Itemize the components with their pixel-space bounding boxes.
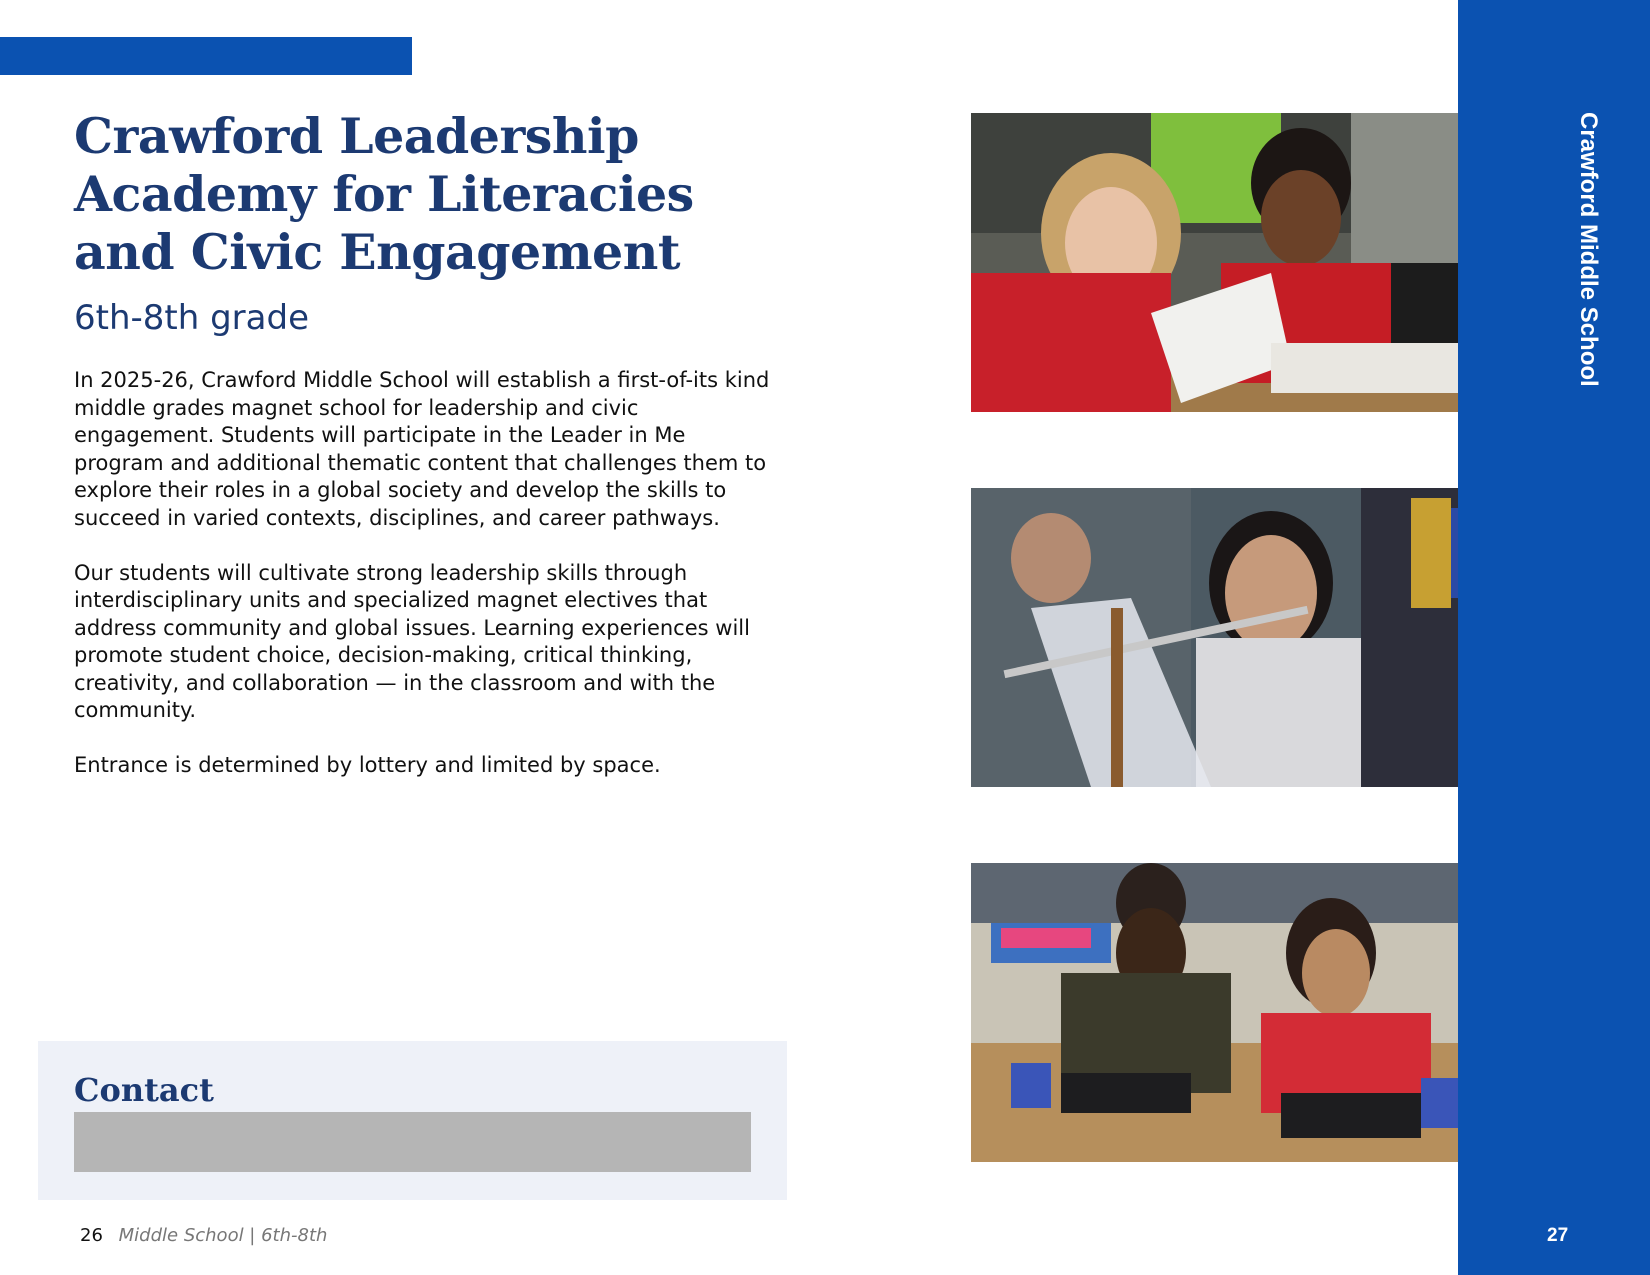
title-line-2: Academy for Literacies [74,165,694,223]
right-side-column [1458,0,1650,1275]
footer-left [80,1225,327,1246]
page-number-left: 26 [80,1225,103,1246]
page-title [74,107,774,281]
contact-box [38,1041,787,1200]
title-line-1: Crawford Leadership [74,107,639,165]
school-name-vertical-label: Crawford Middle School [1575,112,1602,387]
grade-subtitle: 6th-8th grade [74,298,309,338]
contact-heading: Contact [74,1071,214,1109]
contact-redacted-block [74,1112,751,1172]
photo-student-playing-flute [971,488,1504,787]
description-paragraph-1: In 2025-26, Crawford Middle School will establish a first-of-its kind middle grades magnet school for leadership and civic engagement. Students will participate in the Leader in Me program and additional thematic content that challenges them to explore their roles in a global society and develop the skills to succeed in varied contexts, disciplines, and career pathways. [74,368,770,530]
description-paragraph-3: Entrance is determined by lottery and limited by space. [74,753,661,777]
page-number-right: 27 [1547,1225,1569,1246]
photo-students-using-laptops [971,863,1504,1162]
top-accent-bar [0,37,412,75]
description-body [74,367,774,807]
description-paragraph-2: Our students will cultivate strong leadership skills through interdisciplinary units and specialized magnet electives that address community and global issues. Learning experiences will promote student choice, decision-making, critical thinking, creativity, and collaboration — in the classroom and with the community. [74,560,750,722]
photo-students-reviewing-worksheet [971,113,1504,412]
footer-section-label: Middle School | 6th-8th [118,1225,328,1246]
title-line-3: and Civic Engagement [74,223,680,281]
